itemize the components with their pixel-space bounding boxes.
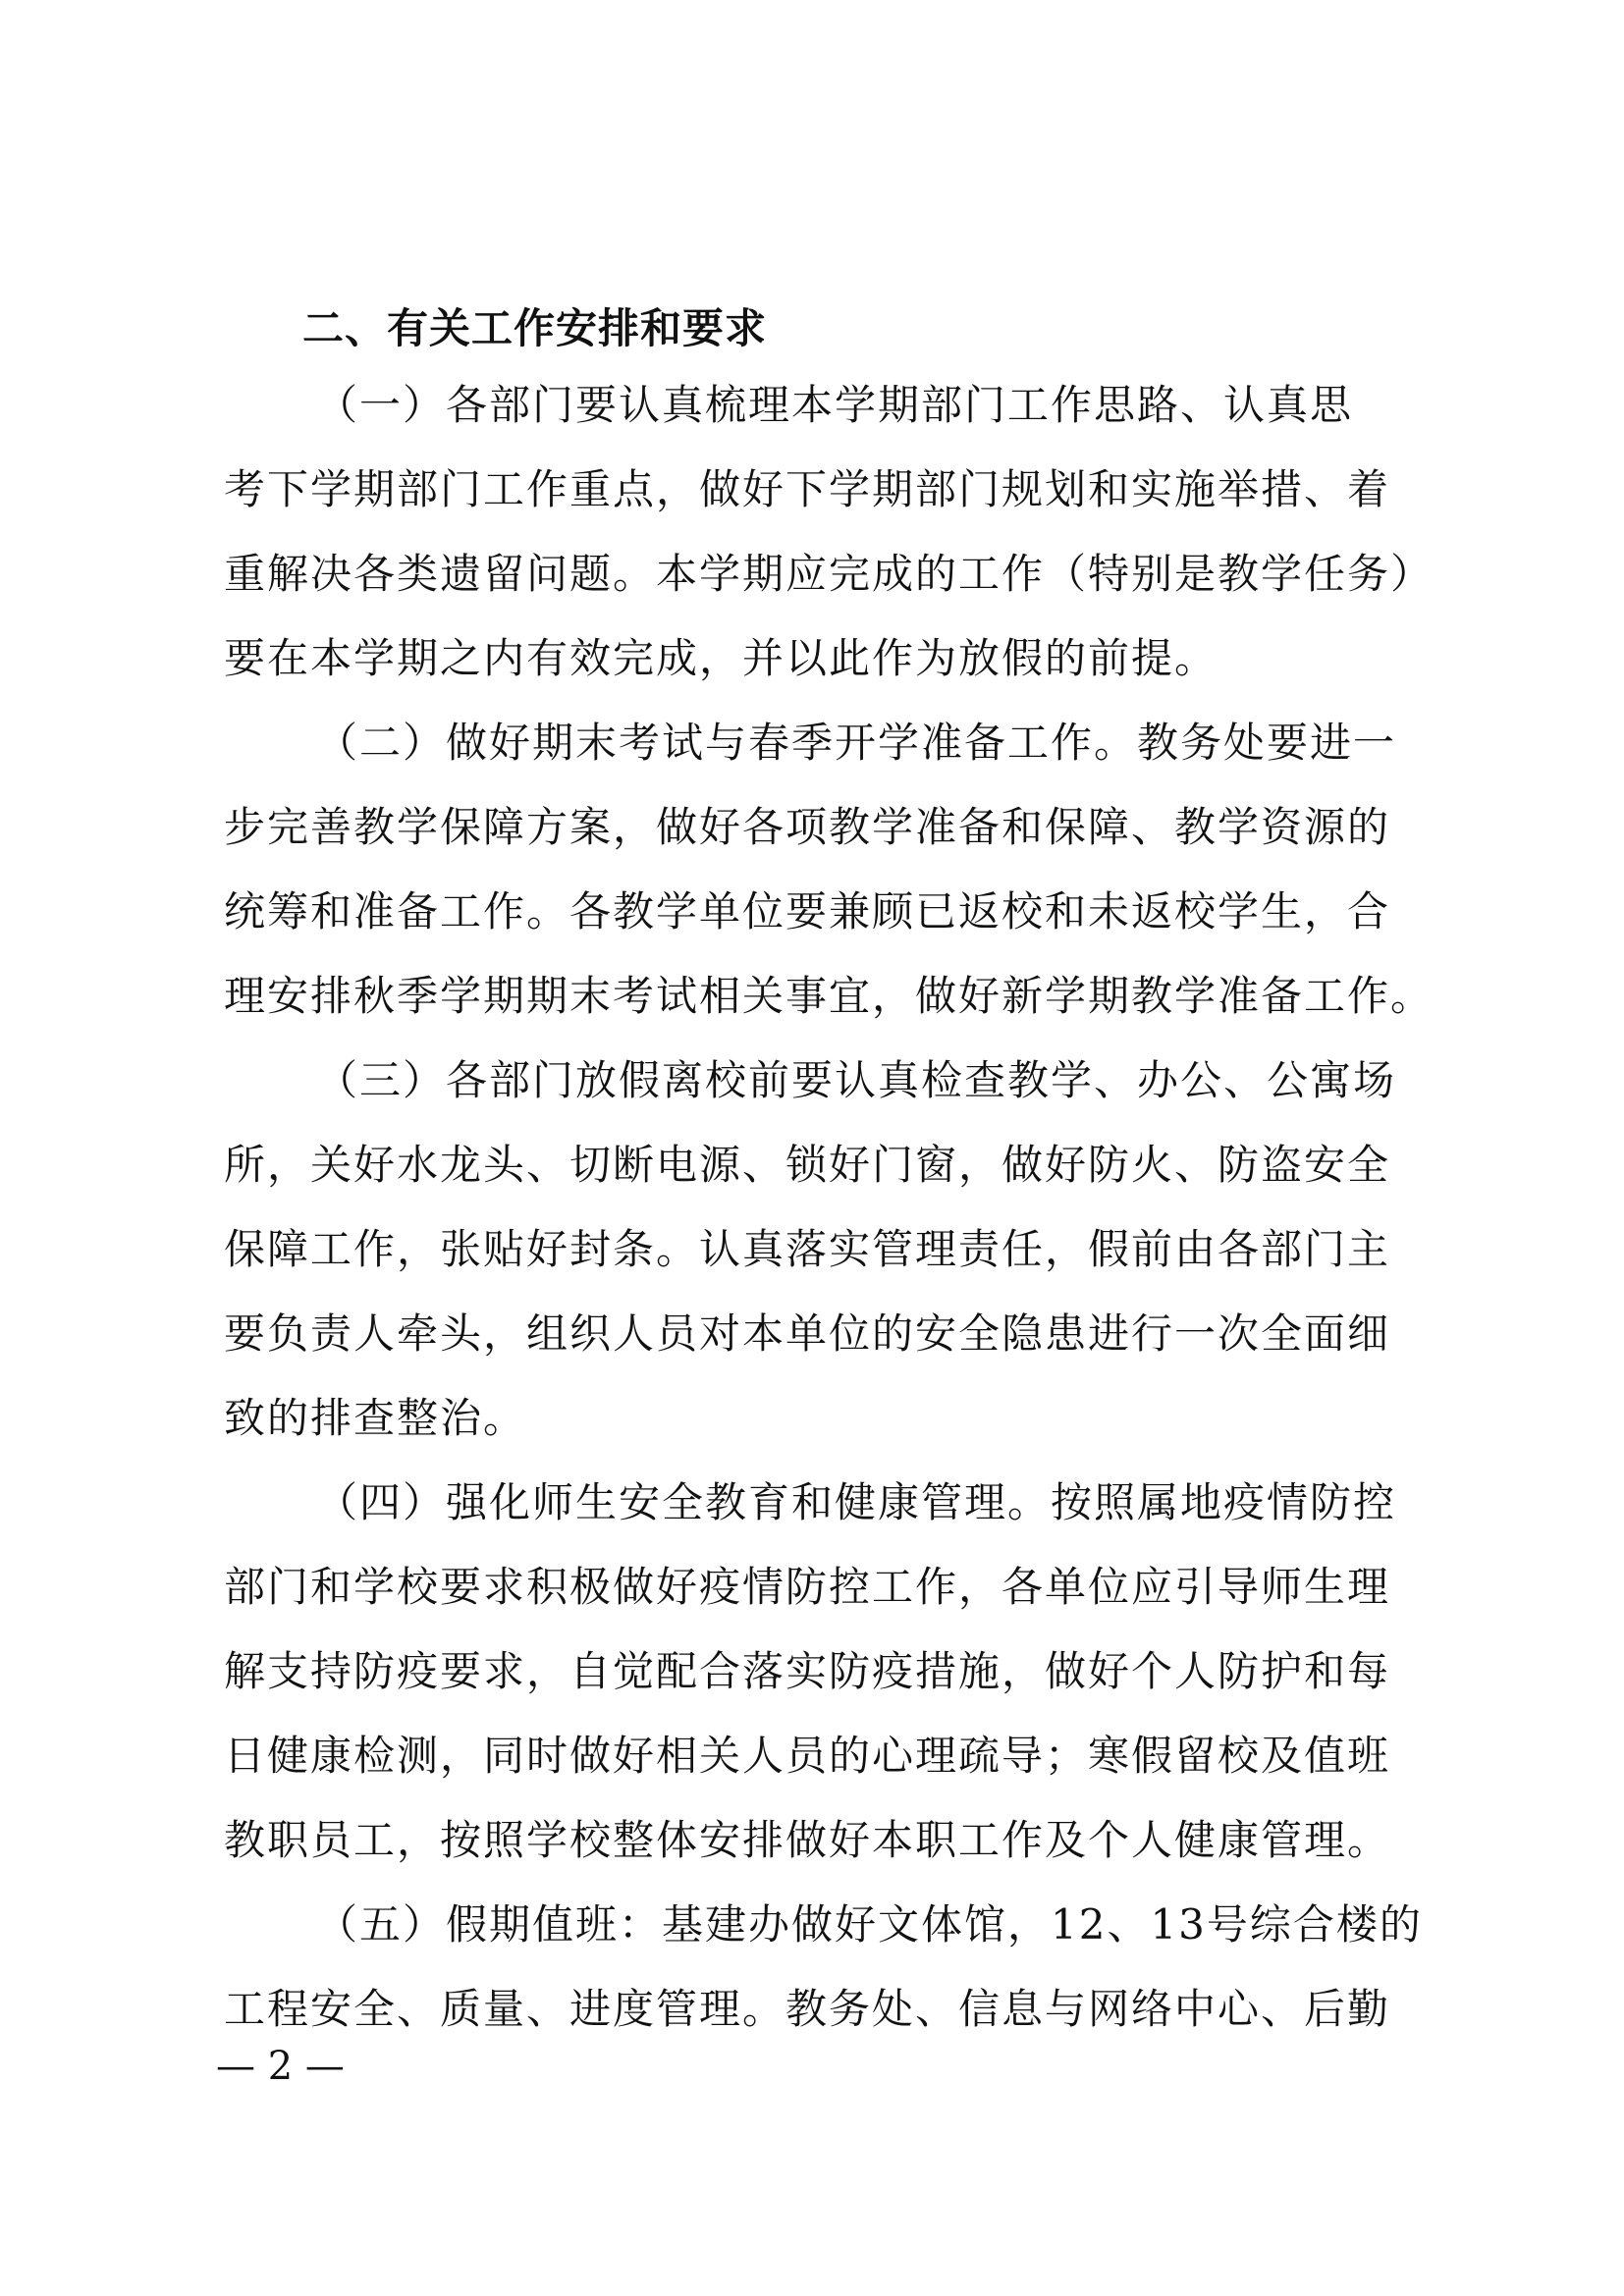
paragraph-line: 所，关好水龙头、切断电源、锁好门窗，做好防火、防盗安全: [224, 1141, 1391, 1189]
paragraph-line: （三）各部门放假离校前要认真检查教学、办公、公寓场: [316, 1056, 1397, 1104]
paragraph-line: 保障工作，张贴好封条。认真落实管理责任，假前由各部门主: [224, 1225, 1391, 1273]
paragraph-line: （二）做好期末考试与春季开学准备工作。教务处要进一: [316, 719, 1397, 767]
paragraph-line: 要在本学期之内有效完成，并以此作为放假的前提。: [224, 634, 1218, 682]
page-number: — 2 —: [216, 2044, 345, 2089]
paragraph-line: 步完善教学保障方案，做好各项教学准备和保障、教学资源的: [224, 803, 1391, 851]
paragraph-line: （一）各部门要认真梳理本学期部门工作思路、认真思: [316, 381, 1354, 429]
paragraph-line: 部门和学校要求积极做好疫情防控工作，各单位应引导师生理: [224, 1563, 1391, 1611]
paragraph-line: 理安排秋季学期期末考试相关事宜，做好新学期教学准备工作。: [224, 972, 1435, 1020]
paragraph-line: 解支持防疫要求，自觉配合落实防疫措施，做好个人防护和每: [224, 1647, 1391, 1695]
paragraph-line: 考下学期部门工作重点，做好下学期部门规划和实施举措、着: [224, 465, 1391, 513]
section-heading: 二、有关工作安排和要求: [302, 304, 768, 352]
paragraph-line: 重解决各类遗留问题。本学期应完成的工作（特别是教学任务）: [224, 550, 1435, 598]
paragraph-line: 日健康检测，同时做好相关人员的心理疏导；寒假留校及值班: [224, 1732, 1391, 1780]
paragraph-line: 致的排查整治。: [224, 1394, 527, 1442]
paragraph-line: 要负责人牵头，组织人员对本单位的安全隐患进行一次全面细: [224, 1309, 1391, 1358]
paragraph-line: （五）假期值班：基建办做好文体馆，12、13号综合楼的: [316, 1900, 1423, 1949]
paragraph-line: 教职员工，按照学校整体安排做好本职工作及个人健康管理。: [224, 1816, 1391, 1864]
paragraph-line: 统筹和准备工作。各教学单位要兼顾已返校和未返校学生，合: [224, 887, 1391, 935]
paragraph-line: 工程安全、质量、进度管理。教务处、信息与网络中心、后勤: [224, 1985, 1391, 2033]
paragraph-line: （四）强化师生安全教育和健康管理。按照属地疫情防控: [316, 1478, 1397, 1526]
